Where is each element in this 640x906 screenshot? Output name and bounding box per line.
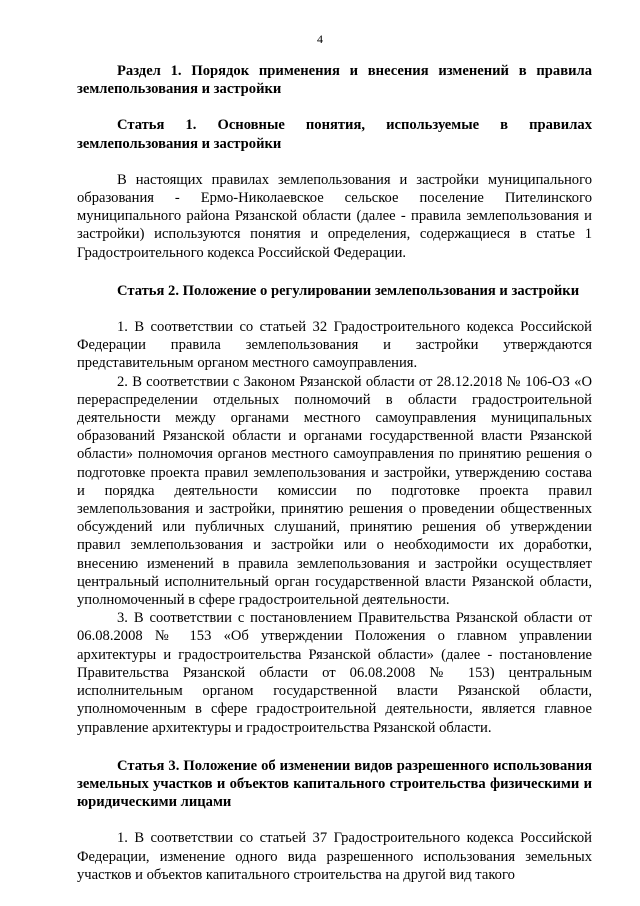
page-number: 4: [317, 32, 323, 46]
article-2-paragraph-2: 2. В соответствии с Законом Рязанской области от 28.12.2018 № 106-ОЗ «О перераспределении отдельных полномочий в области градостроительной деятельности между органами местного самоуправления муниципальных образований Рязанской области и органами государственной власти Рязанской области» полномочия органов местного самоуправления по принятию решения о подготовке проекта правил землепользования и застройки, утверждению состава и порядка деятельности комиссии по подготовке проекта правил землепользования и застройки, принятию решения о проведении общественных обсуждений или публичных слушаний, принятию решения об утверждении правил землепользования и застройки или о необходимости их доработки, внесению изменений в правила землепользования и застройки осуществляет центральный исполнительный орган государственной власти Рязанской области, уполномоченный в сфере градостроительной деятельности.: [77, 373, 592, 609]
article-2-heading: Статья 2. Положение о регулировании землепользования и застройки: [117, 282, 580, 299]
section-heading: Раздел 1. Порядок применения и внесения изменений в правила землепользования и застройки: [77, 63, 592, 98]
article-1-heading: Статья 1. Основные понятия, используемые в правилах землепользования и застройки: [77, 117, 592, 152]
article-3-heading: Статья 3. Положение об изменении видов разрешенного использования земельных участков и объектов капитального строительства физическими и юридическими лицами: [77, 757, 592, 811]
article-1-paragraph: В настоящих правилах землепользования и застройки муниципального образования - Ермо-Николаевское сельское поселение Пителинского муниципального района Рязанской области (далее - правила землепользования и застройки) используются понятия и определения, содержащиеся в статье 1 Градостроительного кодекса Российской Федерации.: [77, 171, 592, 261]
document-content: [77, 0, 592, 884]
article-2-paragraph-3: 3. В соответствии с постановлением Правительства Рязанской области от 06.08.2008 № 153 «Об утверждении Положения о главном управлении архитектуры и градостроительства Рязанской области» (далее - постановление Правительства Рязанской области от 06.08.2008 № 153) центральным исполнительным органом государственной власти Рязанской области, уполномоченным в сфере градостроительной деятельности, является главное управление архитектуры и градостроительства Рязанской области.: [77, 610, 592, 736]
article-2-paragraph-1: 1. В соответствии со статьей 32 Градостроительного кодекса Российской Федерации правила землепользования и застройки утверждаются представительным органом местного самоуправления.: [77, 319, 592, 372]
article-3-paragraph-1: 1. В соответствии со статьей 37 Градостроительного кодекса Российской Федерации, изменение одного вида разрешенного использования земельных участков и объектов капитального строительства на другой вид такого: [77, 830, 592, 883]
